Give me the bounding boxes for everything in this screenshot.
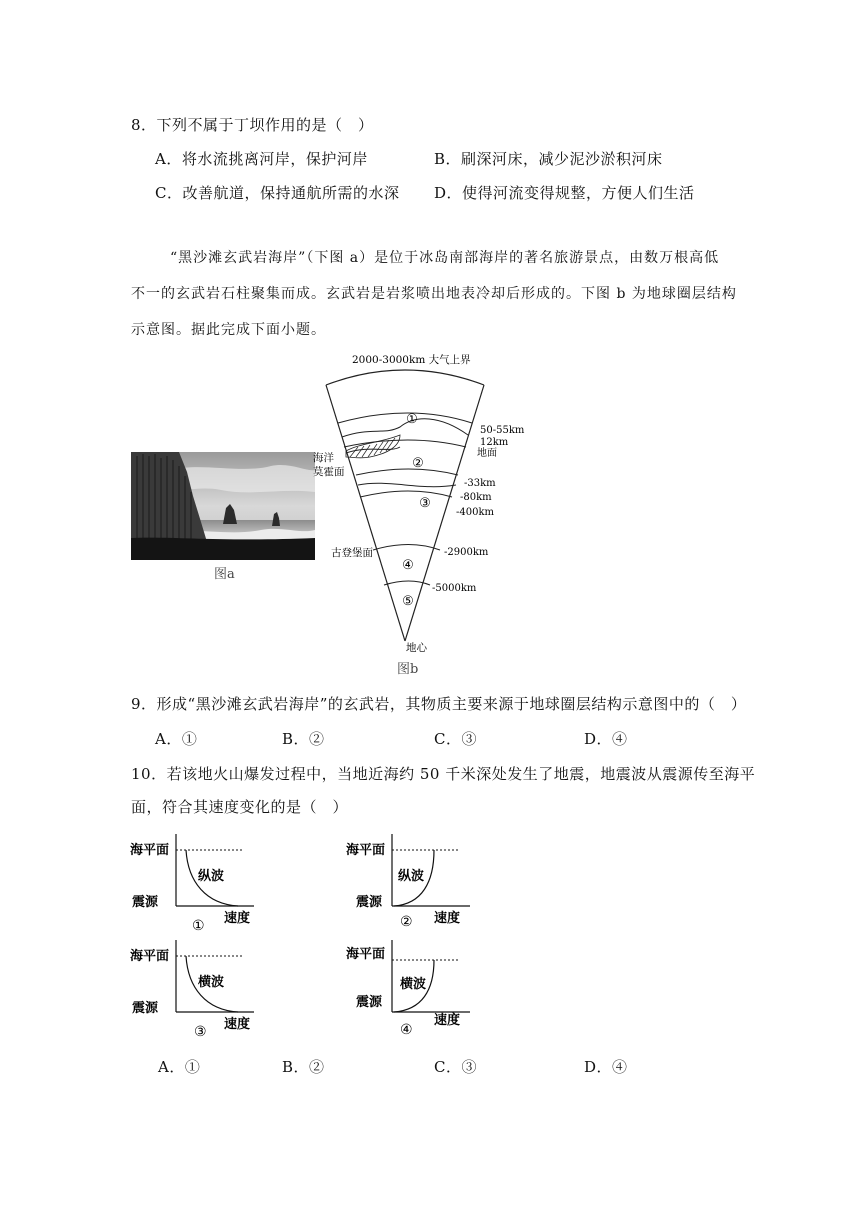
- focus-label: 震源: [132, 895, 159, 910]
- wave-label: 横波: [198, 975, 225, 990]
- graph-number: ③: [194, 1024, 207, 1040]
- speed-label: 速度: [224, 911, 251, 926]
- depth-label-80km: -80km: [460, 492, 492, 503]
- sector-left-edge: [326, 385, 405, 641]
- depth-label-12km: 12km: [480, 437, 509, 448]
- passage-line-1: “黑沙滩玄武岩海岸”（下图 a）是位于冰岛南部海岸的著名旅游景点，由数万根高低: [170, 250, 720, 266]
- wave-graph-3: [126, 932, 266, 1042]
- wave-label: 横波: [400, 977, 427, 992]
- q8-option-c: C．改善航道，保持通航所需的水深: [155, 184, 400, 202]
- wave-graph-4: [342, 932, 482, 1042]
- q9-option-c: C．③: [434, 730, 477, 748]
- q9-option-d: D．④: [584, 730, 628, 748]
- layer-5-label: ⑤: [402, 594, 414, 609]
- earth-center-label: 地心: [406, 642, 427, 654]
- q10-option-c: C．③: [434, 1058, 477, 1076]
- sea-level-label: 海平面: [346, 947, 386, 962]
- basalt-beach-photo: [131, 452, 315, 560]
- sea-level-label: 海平面: [346, 843, 386, 858]
- gutenberg-label: 古登堡面: [331, 547, 373, 559]
- ocean-label: 海洋: [313, 452, 334, 464]
- depth-label-400km: -400km: [456, 507, 495, 518]
- q10-stem-line-1: 10．若该地火山爆发过程中，当地近海约 50 千米深处发生了地震，地震波从震源传至海平: [131, 765, 756, 783]
- layer-4-label: ④: [402, 558, 414, 573]
- q8-option-d: D．使得河流变得规整，方便人们生活: [434, 184, 695, 202]
- graph-number: ④: [400, 1022, 413, 1038]
- depth-label-33km: -33km: [464, 478, 496, 489]
- wave-label: 纵波: [398, 869, 425, 884]
- q10-option-d: D．④: [584, 1058, 628, 1076]
- sea-level-label: 海平面: [130, 949, 170, 964]
- layer-3-label: ③: [419, 496, 431, 511]
- passage-line-2: 不一的玄武岩石柱聚集而成。玄武岩是岩浆喷出地表冷却后形成的。下图 b 为地球圈层结构: [131, 286, 737, 302]
- figure-a-caption: 图a: [214, 567, 235, 582]
- q10-stem-line-2: 面，符合其速度变化的是（ ）: [131, 798, 349, 816]
- wave-graph-1: [126, 826, 266, 936]
- q9-option-b: B．②: [282, 730, 325, 748]
- q9-stem: 9．形成“黑沙滩玄武岩海岸”的玄武岩，其物质主要来源于地球圈层结构示意图中的（ ）: [131, 695, 747, 713]
- q8-stem: 8．下列不属于丁坝作用的是（ ）: [131, 116, 374, 134]
- q10-option-b: B．②: [282, 1058, 325, 1076]
- focus-label: 震源: [132, 1001, 159, 1016]
- passage-line-3: 示意图。据此完成下面小题。: [131, 322, 326, 338]
- depth-label-5000km: -5000km: [432, 583, 477, 594]
- layer-2-label: ②: [412, 456, 424, 471]
- layer-1-label: ①: [406, 412, 418, 427]
- graph-number: ②: [400, 914, 413, 930]
- speed-label: 速度: [434, 911, 461, 926]
- wave-label: 纵波: [198, 869, 225, 884]
- depth-label-2900km: -2900km: [444, 547, 489, 558]
- earth-layers-diagram: [300, 345, 550, 654]
- q10-option-a: A．①: [158, 1058, 201, 1076]
- q8-option-a: A．将水流挑离河岸，保护河岸: [155, 150, 368, 168]
- ground-label: 地面: [477, 448, 497, 459]
- speed-label: 速度: [434, 1013, 461, 1028]
- graph-number: ①: [192, 918, 205, 934]
- atmosphere-top-label: 2000-3000km 大气上界: [352, 354, 471, 366]
- q8-option-b: B．刷深河床，减少泥沙淤积河床: [434, 150, 663, 168]
- focus-label: 震源: [356, 995, 383, 1010]
- focus-label: 震源: [356, 895, 383, 910]
- q9-option-a: A．①: [155, 730, 198, 748]
- atmosphere-top-arc: [326, 370, 484, 385]
- moho-label: 莫霍面: [313, 466, 345, 478]
- sea-level-label: 海平面: [130, 843, 170, 858]
- depth-label-50-55km: 50-55km: [480, 425, 525, 436]
- figure-b-caption: 图b: [397, 662, 419, 677]
- speed-label: 速度: [224, 1017, 251, 1032]
- wave-graph-2: [342, 826, 482, 936]
